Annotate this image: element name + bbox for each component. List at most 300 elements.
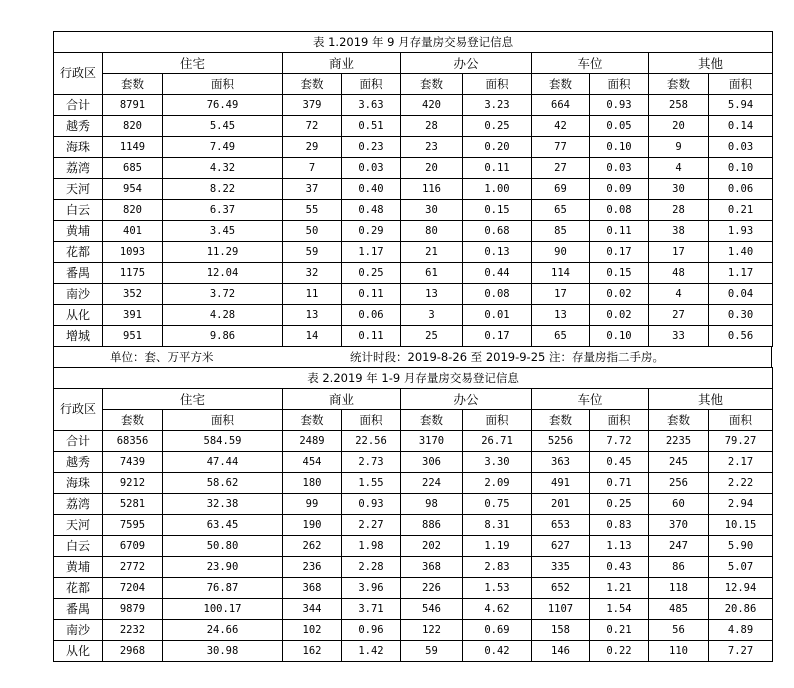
- sub-header-units: 套数: [649, 74, 709, 95]
- value-cell: 5.90: [709, 536, 773, 557]
- category-header-commercial: 商业: [283, 389, 401, 410]
- district-cell: 黄埔: [54, 221, 103, 242]
- value-cell: 98: [401, 494, 463, 515]
- sub-header-area: 面积: [463, 74, 532, 95]
- value-cell: 29: [283, 137, 342, 158]
- table-1: [53, 31, 773, 347]
- category-header-residential: 住宅: [103, 389, 283, 410]
- value-cell: 116: [401, 179, 463, 200]
- sub-header-area: 面积: [463, 410, 532, 431]
- value-cell: 50: [283, 221, 342, 242]
- value-cell: 1.54: [590, 599, 649, 620]
- value-cell: 2.73: [342, 452, 401, 473]
- region-header: 行政区: [54, 389, 103, 431]
- sub-header-units: 套数: [401, 74, 463, 95]
- value-cell: 80: [401, 221, 463, 242]
- value-cell: 0.10: [709, 158, 773, 179]
- value-cell: 8.31: [463, 515, 532, 536]
- table-row: [54, 200, 773, 221]
- value-cell: 4: [649, 158, 709, 179]
- value-cell: 0.43: [590, 557, 649, 578]
- value-cell: 352: [103, 284, 163, 305]
- category-header-residential: 住宅: [103, 53, 283, 74]
- sub-header-area: 面积: [342, 74, 401, 95]
- value-cell: 5.07: [709, 557, 773, 578]
- value-cell: 3.72: [163, 284, 283, 305]
- value-cell: 0.48: [342, 200, 401, 221]
- value-cell: 0.11: [590, 221, 649, 242]
- value-cell: 38: [649, 221, 709, 242]
- value-cell: 4.28: [163, 305, 283, 326]
- value-cell: 6.37: [163, 200, 283, 221]
- value-cell: 3170: [401, 431, 463, 452]
- value-cell: 9212: [103, 473, 163, 494]
- value-cell: 99: [283, 494, 342, 515]
- value-cell: 85: [532, 221, 590, 242]
- value-cell: 454: [283, 452, 342, 473]
- value-cell: 0.56: [709, 326, 773, 347]
- value-cell: 653: [532, 515, 590, 536]
- table-row: [54, 473, 773, 494]
- value-cell: 306: [401, 452, 463, 473]
- district-cell: 南沙: [54, 284, 103, 305]
- district-cell: 番禺: [54, 599, 103, 620]
- value-cell: 7595: [103, 515, 163, 536]
- value-cell: 820: [103, 116, 163, 137]
- value-cell: 1175: [103, 263, 163, 284]
- value-cell: 14: [283, 326, 342, 347]
- value-cell: 162: [283, 641, 342, 662]
- district-cell: 天河: [54, 515, 103, 536]
- table-1-title: 表 1.2019 年 9 月存量房交易登记信息: [54, 32, 773, 53]
- value-cell: 391: [103, 305, 163, 326]
- value-cell: 951: [103, 326, 163, 347]
- value-cell: 69: [532, 179, 590, 200]
- value-cell: 100.17: [163, 599, 283, 620]
- value-cell: 0.01: [463, 305, 532, 326]
- value-cell: 0.17: [463, 326, 532, 347]
- table-row: [54, 137, 773, 158]
- value-cell: 0.21: [709, 200, 773, 221]
- value-cell: 379: [283, 95, 342, 116]
- value-cell: 72: [283, 116, 342, 137]
- category-header-other: 其他: [649, 389, 773, 410]
- value-cell: 23.90: [163, 557, 283, 578]
- value-cell: 2.22: [709, 473, 773, 494]
- sub-header-units: 套数: [283, 74, 342, 95]
- value-cell: 11: [283, 284, 342, 305]
- value-cell: 42: [532, 116, 590, 137]
- table-row: [54, 284, 773, 305]
- value-cell: 262: [283, 536, 342, 557]
- value-cell: 627: [532, 536, 590, 557]
- value-cell: 202: [401, 536, 463, 557]
- value-cell: 48: [649, 263, 709, 284]
- value-cell: 7.27: [709, 641, 773, 662]
- value-cell: 5281: [103, 494, 163, 515]
- value-cell: 17: [649, 242, 709, 263]
- value-cell: 0.06: [342, 305, 401, 326]
- value-cell: 60: [649, 494, 709, 515]
- value-cell: 0.04: [709, 284, 773, 305]
- table-row: [54, 326, 773, 347]
- value-cell: 0.21: [590, 620, 649, 641]
- value-cell: 68356: [103, 431, 163, 452]
- value-cell: 30: [401, 200, 463, 221]
- value-cell: 236: [283, 557, 342, 578]
- value-cell: 1.55: [342, 473, 401, 494]
- value-cell: 201: [532, 494, 590, 515]
- value-cell: 12.94: [709, 578, 773, 599]
- value-cell: 0.68: [463, 221, 532, 242]
- value-cell: 61: [401, 263, 463, 284]
- district-cell: 荔湾: [54, 158, 103, 179]
- table-2-title: 表 2.2019 年 1-9 月存量房交易登记信息: [54, 368, 773, 389]
- value-cell: 0.14: [709, 116, 773, 137]
- sub-header-units: 套数: [649, 410, 709, 431]
- table-row: [54, 599, 773, 620]
- table-row: [54, 263, 773, 284]
- sub-header-units: 套数: [532, 410, 590, 431]
- value-cell: 24.66: [163, 620, 283, 641]
- note-row: [53, 347, 772, 367]
- value-cell: 5.94: [709, 95, 773, 116]
- district-cell: 越秀: [54, 452, 103, 473]
- value-cell: 28: [649, 200, 709, 221]
- value-cell: 0.08: [590, 200, 649, 221]
- value-cell: 3.23: [463, 95, 532, 116]
- value-cell: 685: [103, 158, 163, 179]
- value-cell: 224: [401, 473, 463, 494]
- value-cell: 0.23: [342, 137, 401, 158]
- value-cell: 1.42: [342, 641, 401, 662]
- value-cell: 0.20: [463, 137, 532, 158]
- value-cell: 8791: [103, 95, 163, 116]
- value-cell: 3.96: [342, 578, 401, 599]
- value-cell: 1149: [103, 137, 163, 158]
- category-header-other: 其他: [649, 53, 773, 74]
- value-cell: 55: [283, 200, 342, 221]
- value-cell: 0.96: [342, 620, 401, 641]
- value-cell: 58.62: [163, 473, 283, 494]
- district-cell: 增城: [54, 326, 103, 347]
- value-cell: 1.21: [590, 578, 649, 599]
- district-cell: 海珠: [54, 137, 103, 158]
- district-cell: 越秀: [54, 116, 103, 137]
- value-cell: 158: [532, 620, 590, 641]
- value-cell: 1093: [103, 242, 163, 263]
- table-row: [54, 158, 773, 179]
- district-cell: 白云: [54, 200, 103, 221]
- value-cell: 7439: [103, 452, 163, 473]
- table-row: [54, 452, 773, 473]
- value-cell: 146: [532, 641, 590, 662]
- value-cell: 20: [649, 116, 709, 137]
- table-row: [54, 179, 773, 200]
- value-cell: 0.11: [342, 284, 401, 305]
- value-cell: 47.44: [163, 452, 283, 473]
- value-cell: 76.49: [163, 95, 283, 116]
- value-cell: 76.87: [163, 578, 283, 599]
- value-cell: 1.17: [342, 242, 401, 263]
- period-note: 统计时段：2019-8-26 至 2019-9-25 注：存量房指二手房。: [350, 350, 664, 364]
- value-cell: 5.45: [163, 116, 283, 137]
- value-cell: 0.42: [463, 641, 532, 662]
- district-cell: 合计: [54, 431, 103, 452]
- value-cell: 2235: [649, 431, 709, 452]
- table-row: [54, 116, 773, 137]
- district-cell: 花都: [54, 242, 103, 263]
- value-cell: 0.03: [709, 137, 773, 158]
- value-cell: 0.11: [342, 326, 401, 347]
- value-cell: 8.22: [163, 179, 283, 200]
- value-cell: 56: [649, 620, 709, 641]
- value-cell: 21: [401, 242, 463, 263]
- value-cell: 118: [649, 578, 709, 599]
- value-cell: 33: [649, 326, 709, 347]
- value-cell: 226: [401, 578, 463, 599]
- value-cell: 256: [649, 473, 709, 494]
- value-cell: 32.38: [163, 494, 283, 515]
- value-cell: 37: [283, 179, 342, 200]
- value-cell: 0.40: [342, 179, 401, 200]
- value-cell: 0.03: [590, 158, 649, 179]
- document: [53, 31, 772, 662]
- value-cell: 0.69: [463, 620, 532, 641]
- value-cell: 0.17: [590, 242, 649, 263]
- district-cell: 从化: [54, 305, 103, 326]
- value-cell: 1.19: [463, 536, 532, 557]
- value-cell: 4.89: [709, 620, 773, 641]
- value-cell: 0.15: [590, 263, 649, 284]
- value-cell: 0.93: [342, 494, 401, 515]
- value-cell: 17: [532, 284, 590, 305]
- value-cell: 5256: [532, 431, 590, 452]
- sub-header-units: 套数: [401, 410, 463, 431]
- value-cell: 2.17: [709, 452, 773, 473]
- district-cell: 黄埔: [54, 557, 103, 578]
- value-cell: 1.93: [709, 221, 773, 242]
- value-cell: 368: [401, 557, 463, 578]
- value-cell: 114: [532, 263, 590, 284]
- district-cell: 荔湾: [54, 494, 103, 515]
- value-cell: 26.71: [463, 431, 532, 452]
- district-cell: 花都: [54, 578, 103, 599]
- value-cell: 122: [401, 620, 463, 641]
- value-cell: 0.15: [463, 200, 532, 221]
- district-cell: 合计: [54, 95, 103, 116]
- table-row: [54, 221, 773, 242]
- value-cell: 110: [649, 641, 709, 662]
- value-cell: 0.11: [463, 158, 532, 179]
- value-cell: 59: [283, 242, 342, 263]
- value-cell: 11.29: [163, 242, 283, 263]
- category-header-office: 办公: [401, 53, 532, 74]
- table-row: [54, 620, 773, 641]
- value-cell: 1.00: [463, 179, 532, 200]
- value-cell: 4.32: [163, 158, 283, 179]
- value-cell: 0.44: [463, 263, 532, 284]
- value-cell: 25: [401, 326, 463, 347]
- value-cell: 7.72: [590, 431, 649, 452]
- value-cell: 1.40: [709, 242, 773, 263]
- value-cell: 20: [401, 158, 463, 179]
- value-cell: 0.71: [590, 473, 649, 494]
- district-cell: 白云: [54, 536, 103, 557]
- value-cell: 335: [532, 557, 590, 578]
- value-cell: 491: [532, 473, 590, 494]
- value-cell: 0.29: [342, 221, 401, 242]
- value-cell: 79.27: [709, 431, 773, 452]
- sub-header-area: 面积: [709, 410, 773, 431]
- value-cell: 9.86: [163, 326, 283, 347]
- value-cell: 86: [649, 557, 709, 578]
- value-cell: 32: [283, 263, 342, 284]
- table-row: [54, 641, 773, 662]
- sub-header-area: 面积: [709, 74, 773, 95]
- value-cell: 30.98: [163, 641, 283, 662]
- unit-note: 单位：套、万平方米: [110, 350, 214, 364]
- value-cell: 63.45: [163, 515, 283, 536]
- value-cell: 28: [401, 116, 463, 137]
- sub-header-area: 面积: [163, 74, 283, 95]
- sub-header-area: 面积: [590, 74, 649, 95]
- district-cell: 南沙: [54, 620, 103, 641]
- sub-header-units: 套数: [532, 74, 590, 95]
- value-cell: 0.25: [590, 494, 649, 515]
- value-cell: 0.45: [590, 452, 649, 473]
- value-cell: 102: [283, 620, 342, 641]
- value-cell: 7204: [103, 578, 163, 599]
- district-cell: 海珠: [54, 473, 103, 494]
- value-cell: 584.59: [163, 431, 283, 452]
- value-cell: 0.10: [590, 137, 649, 158]
- value-cell: 30: [649, 179, 709, 200]
- value-cell: 7: [283, 158, 342, 179]
- category-header-parking: 车位: [532, 53, 649, 74]
- value-cell: 258: [649, 95, 709, 116]
- value-cell: 4.62: [463, 599, 532, 620]
- value-cell: 0.30: [709, 305, 773, 326]
- value-cell: 0.09: [590, 179, 649, 200]
- value-cell: 401: [103, 221, 163, 242]
- table-row: [54, 305, 773, 326]
- value-cell: 22.56: [342, 431, 401, 452]
- value-cell: 1.13: [590, 536, 649, 557]
- district-cell: 从化: [54, 641, 103, 662]
- value-cell: 1107: [532, 599, 590, 620]
- sub-header-units: 套数: [283, 410, 342, 431]
- value-cell: 13: [401, 284, 463, 305]
- value-cell: 247: [649, 536, 709, 557]
- value-cell: 2772: [103, 557, 163, 578]
- category-header-commercial: 商业: [283, 53, 401, 74]
- table-row: [54, 494, 773, 515]
- value-cell: 10.15: [709, 515, 773, 536]
- region-header: 行政区: [54, 53, 103, 95]
- value-cell: 2968: [103, 641, 163, 662]
- value-cell: 0.93: [590, 95, 649, 116]
- value-cell: 2.28: [342, 557, 401, 578]
- value-cell: 3.63: [342, 95, 401, 116]
- value-cell: 0.25: [463, 116, 532, 137]
- value-cell: 13: [532, 305, 590, 326]
- value-cell: 9879: [103, 599, 163, 620]
- value-cell: 0.25: [342, 263, 401, 284]
- value-cell: 0.83: [590, 515, 649, 536]
- value-cell: 65: [532, 200, 590, 221]
- value-cell: 0.05: [590, 116, 649, 137]
- table-row: [54, 95, 773, 116]
- value-cell: 4: [649, 284, 709, 305]
- value-cell: 0.08: [463, 284, 532, 305]
- value-cell: 245: [649, 452, 709, 473]
- value-cell: 0.02: [590, 305, 649, 326]
- sub-header-area: 面积: [342, 410, 401, 431]
- value-cell: 77: [532, 137, 590, 158]
- value-cell: 27: [532, 158, 590, 179]
- table-row: [54, 242, 773, 263]
- value-cell: 368: [283, 578, 342, 599]
- value-cell: 6709: [103, 536, 163, 557]
- value-cell: 2489: [283, 431, 342, 452]
- value-cell: 50.80: [163, 536, 283, 557]
- value-cell: 370: [649, 515, 709, 536]
- value-cell: 2.94: [709, 494, 773, 515]
- value-cell: 0.10: [590, 326, 649, 347]
- value-cell: 20.86: [709, 599, 773, 620]
- value-cell: 3.71: [342, 599, 401, 620]
- value-cell: 9: [649, 137, 709, 158]
- value-cell: 886: [401, 515, 463, 536]
- sub-header-area: 面积: [590, 410, 649, 431]
- table-row: [54, 431, 773, 452]
- table-row: [54, 536, 773, 557]
- value-cell: 0.03: [342, 158, 401, 179]
- value-cell: 652: [532, 578, 590, 599]
- value-cell: 820: [103, 200, 163, 221]
- value-cell: 2.83: [463, 557, 532, 578]
- value-cell: 485: [649, 599, 709, 620]
- value-cell: 0.02: [590, 284, 649, 305]
- value-cell: 65: [532, 326, 590, 347]
- value-cell: 546: [401, 599, 463, 620]
- value-cell: 2.09: [463, 473, 532, 494]
- value-cell: 0.13: [463, 242, 532, 263]
- sub-header-units: 套数: [103, 74, 163, 95]
- value-cell: 13: [283, 305, 342, 326]
- value-cell: 180: [283, 473, 342, 494]
- table-2: [53, 367, 773, 662]
- value-cell: 954: [103, 179, 163, 200]
- value-cell: 1.98: [342, 536, 401, 557]
- value-cell: 664: [532, 95, 590, 116]
- value-cell: 0.06: [709, 179, 773, 200]
- value-cell: 3.30: [463, 452, 532, 473]
- value-cell: 59: [401, 641, 463, 662]
- value-cell: 0.51: [342, 116, 401, 137]
- value-cell: 12.04: [163, 263, 283, 284]
- value-cell: 2232: [103, 620, 163, 641]
- value-cell: 3: [401, 305, 463, 326]
- value-cell: 7.49: [163, 137, 283, 158]
- value-cell: 363: [532, 452, 590, 473]
- sub-header-area: 面积: [163, 410, 283, 431]
- value-cell: 344: [283, 599, 342, 620]
- table-row: [54, 578, 773, 599]
- value-cell: 2.27: [342, 515, 401, 536]
- value-cell: 0.75: [463, 494, 532, 515]
